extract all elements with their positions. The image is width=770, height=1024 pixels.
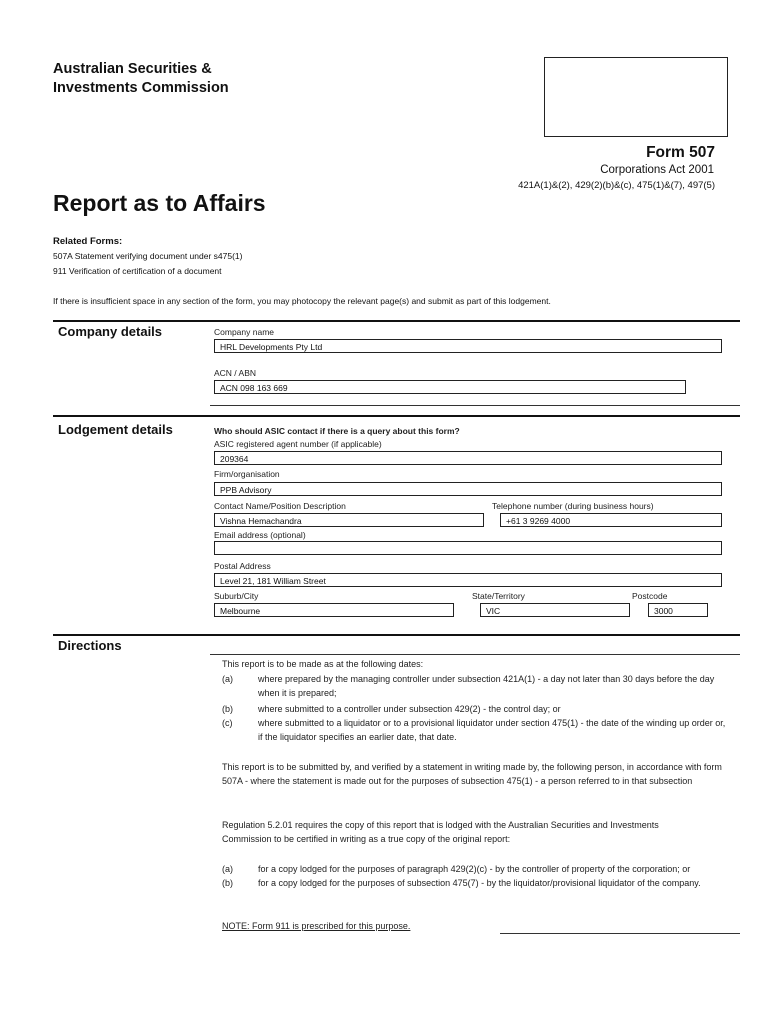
postal-address-field[interactable]: Level 21, 181 William Street	[214, 573, 722, 587]
list-item	[222, 862, 732, 876]
list-item-key: (b)	[222, 704, 233, 714]
directions-intro: This report is to be made as at the following dates:	[222, 659, 424, 669]
suburb-label: Suburb/City	[214, 591, 259, 601]
form-number: Form 507	[646, 144, 715, 161]
list-item	[222, 716, 732, 744]
certification-paragraph: Regulation 5.2.01 requires the copy of this report that is lodged with the Australian Securities and Investments Commission to be certified in writing as a true copy of the original report:	[222, 820, 659, 844]
list-item-text: where submitted to a liquidator or to a provisional liquidator under section 475(1) - the date of the winding up order or, if the liquidator specifies an earlier date, that date.	[258, 718, 726, 742]
submission-paragraph: This report is to be submitted by, and verified by a statement in writing made by, the following person, in accordance with form 507A - where the statement is made out for the purposes of subsection 475(1) - a person referred to in that subsection	[222, 762, 722, 786]
list-item	[222, 876, 702, 904]
related-forms-heading: Related Forms:	[53, 236, 123, 247]
contact-name-field[interactable]: Vishna Hemachandra	[214, 513, 484, 527]
company-name-field[interactable]: HRL Developments Pty Ltd	[214, 339, 722, 353]
section-divider	[210, 654, 740, 655]
list-item-text: where submitted to a controller under subsection 429(2) - the control day; or	[258, 704, 561, 714]
firm-field[interactable]: PPB Advisory	[214, 482, 722, 496]
form-911-note: NOTE: Form 911 is prescribed for this purpose.	[222, 921, 411, 931]
section-rule	[53, 415, 740, 417]
contact-name-label: Contact Name/Position Description	[214, 501, 346, 511]
list-item-text: for a copy lodged for the purposes of subsection 475(7) - by the liquidator/provisional liquidator of the company.	[258, 878, 701, 888]
postal-address-label: Postal Address	[214, 561, 271, 571]
agency-line1: Australian Securities &	[53, 61, 212, 77]
firm-label: Firm/organisation	[214, 469, 280, 479]
state-field[interactable]: VIC	[480, 603, 630, 617]
agent-number-field[interactable]: 209364	[214, 451, 722, 465]
postcode-label: Postcode	[632, 591, 668, 601]
email-label: Email address (optional)	[214, 530, 306, 540]
act-sections: 421A(1)&(2), 429(2)(b)&(c), 475(1)&(7), 497(5)	[518, 180, 715, 191]
related-form-item: 911 Verification of certification of a document	[53, 266, 222, 276]
agency-name	[53, 60, 229, 98]
list-item-key: (a)	[222, 864, 233, 874]
company-details-heading: Company details	[58, 324, 163, 339]
list-item-text: where prepared by the managing controller under subsection 421A(1) - a day not later than 30 days before the day when it is prepared;	[258, 674, 715, 698]
acn-field[interactable]: ACN 098 163 669	[214, 380, 686, 394]
page-title: Report as to Affairs	[53, 190, 266, 216]
act-name: Corporations Act 2001	[600, 164, 714, 176]
section-rule	[53, 634, 740, 636]
acn-label: ACN / ABN	[214, 368, 257, 378]
postcode-field[interactable]: 3000	[648, 603, 708, 617]
email-field[interactable]	[214, 541, 722, 555]
section-rule	[53, 320, 740, 322]
phone-label: Telephone number (during business hours)	[492, 501, 654, 511]
state-label: State/Territory	[472, 591, 525, 601]
company-name-label: Company name	[214, 327, 275, 337]
list-item	[222, 702, 732, 716]
suburb-field[interactable]: Melbourne	[214, 603, 454, 617]
agency-line2: Investments Commission	[53, 80, 229, 96]
end-rule	[500, 933, 740, 934]
list-item-key: (b)	[222, 878, 233, 888]
contact-question: Who should ASIC contact if there is a query about this form?	[214, 426, 460, 436]
phone-field[interactable]: +61 3 9269 4000	[500, 513, 722, 527]
section-divider	[210, 405, 740, 406]
agent-number-label: ASIC registered agent number (if applicable)	[214, 439, 382, 449]
list-item	[222, 672, 732, 700]
space-note: If there is insufficient space in any section of the form, you may photocopy the relevant page(s) and submit as part of this lodgement.	[53, 296, 551, 306]
lodgement-details-heading: Lodgement details	[58, 422, 173, 437]
list-item-text: for a copy lodged for the purposes of paragraph 429(2)(c) - by the controller of property of the corporation; or	[258, 864, 691, 874]
directions-heading: Directions	[58, 638, 122, 653]
related-form-item: 507A Statement verifying document under s475(1)	[53, 251, 243, 261]
list-item-key: (c)	[222, 718, 233, 728]
office-use-box	[544, 57, 728, 137]
list-item-key: (a)	[222, 674, 233, 684]
